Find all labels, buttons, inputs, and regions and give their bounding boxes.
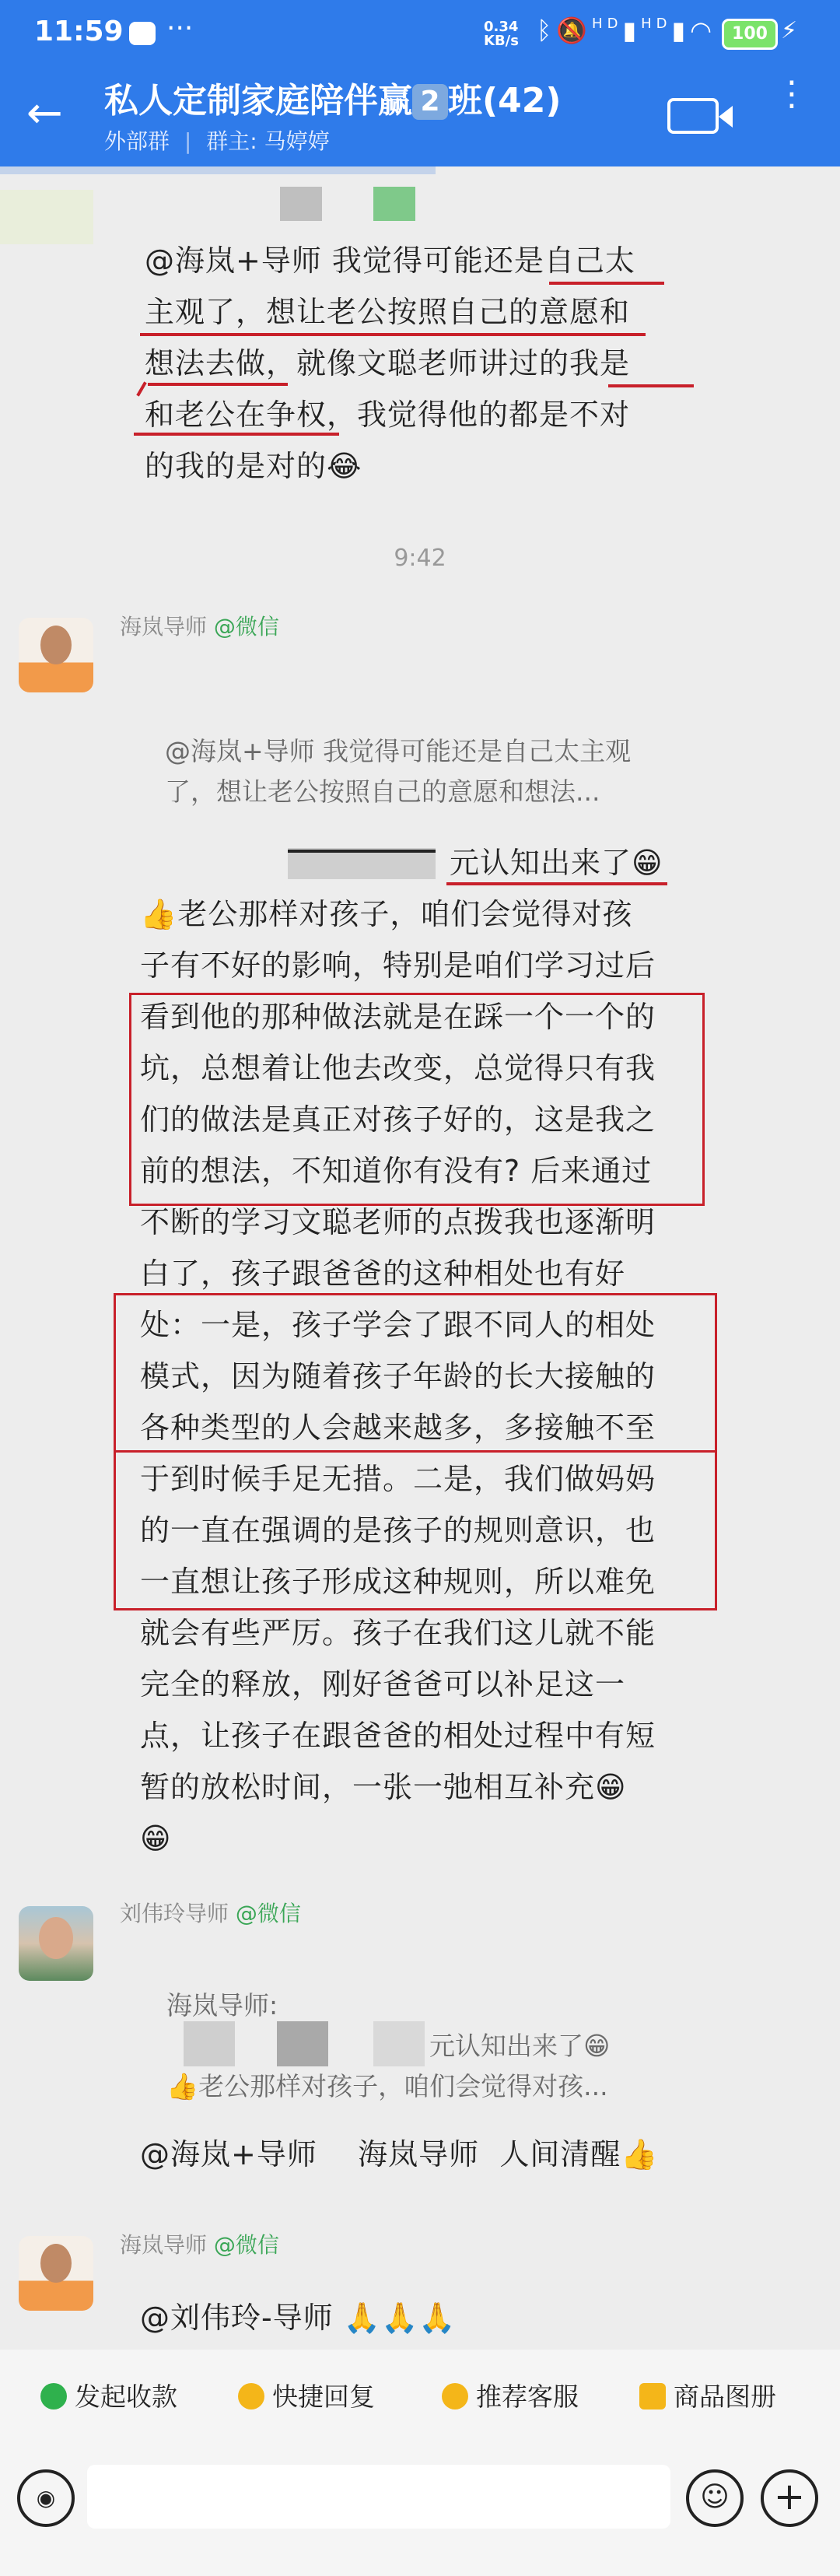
- plus-icon[interactable]: +: [761, 2469, 818, 2527]
- avatar[interactable]: [19, 1906, 93, 1981]
- blurred-bar: [0, 166, 436, 174]
- quick-action-payment[interactable]: 发起收款: [40, 2378, 177, 2417]
- blurred-avatar: [0, 190, 93, 244]
- message-line: 暂的放松时间，一张一弛相互补充😁: [140, 1770, 627, 1804]
- chat-area[interactable]: [0, 166, 840, 2350]
- more-icon[interactable]: ⋮: [775, 74, 809, 114]
- message-line: 的我的是对的😂: [145, 449, 362, 483]
- quick-action-recommend-service[interactable]: 推荐客服: [442, 2378, 579, 2417]
- status-icons: [537, 16, 716, 45]
- sender-name: 海岚导师 @微信: [120, 2232, 279, 2258]
- message-line: 就会有些严厉。孩子在我们这儿就不能: [140, 1616, 656, 1650]
- underline-annotation: [549, 282, 664, 285]
- wechat-notification-icon: [129, 22, 156, 45]
- message-line: 点，让孩子在跟爸爸的相处过程中有短: [140, 1719, 656, 1753]
- message-line: 们的做法是真正对孩子好的，这是我之: [140, 1102, 656, 1137]
- timestamp: 9:42: [394, 545, 446, 572]
- message-line: 子有不好的影响，特别是咱们学习过后: [140, 948, 656, 983]
- blurred-name: [280, 187, 322, 221]
- bluetooth-icon: ᛒ: [537, 16, 557, 45]
- signal-bars-icon-2: ▮: [671, 16, 691, 45]
- blurred-mention: [373, 2021, 425, 2066]
- signal-icon: HD: [592, 16, 623, 32]
- message-line: 坑，总想着让他去改变，总觉得只有我: [140, 1051, 656, 1085]
- blurred-mention: [277, 2021, 328, 2066]
- signal-icon-2: HD: [641, 16, 672, 32]
- payment-icon: [40, 2383, 67, 2410]
- top-bar: [0, 0, 840, 166]
- wifi-icon: ◠: [690, 16, 716, 45]
- voice-icon[interactable]: ◉: [17, 2469, 75, 2527]
- message-line: 前的想法，不知道你有没有? 后来通过: [140, 1154, 653, 1188]
- message-line: 看到他的那种做法就是在踩一个一个的: [140, 1000, 656, 1034]
- message-line: 不断的学习文聪老师的点拨我也逐渐明: [140, 1205, 656, 1239]
- blurred-mention: [184, 2021, 235, 2066]
- message-line: 元认知出来了😁: [450, 846, 663, 880]
- quoted-message[interactable]: @海岚+导师 我觉得可能还是自己太主观 了，想让老公按照自己的意愿和想法...: [165, 736, 632, 807]
- bottom-bar: [0, 2350, 840, 2576]
- message-line: 想法去做，就像文聪老师讲过的我是: [145, 346, 631, 380]
- avatar[interactable]: [19, 2236, 93, 2311]
- mute-icon: 🔕: [556, 16, 593, 45]
- sender-name: 刘伟玲导师 @微信: [120, 1901, 301, 1926]
- message-line: 和老公在争权，我觉得他的都是不对: [145, 398, 631, 432]
- message-line: 白了，孩子跟爸爸的这种相处也有好: [140, 1256, 626, 1291]
- blurred-name-2: [373, 187, 415, 221]
- message-line: 模式，因为随着孩子年龄的长大接触的: [140, 1359, 656, 1393]
- status-bar: [0, 0, 840, 70]
- message-line: 😁: [140, 1821, 172, 1856]
- quick-action-quick-reply[interactable]: 快捷回复: [238, 2378, 375, 2417]
- quoted-message[interactable]: 海岚导师: 元认知出来了😁 👍老公那样对孩子，咱们会觉得对孩...: [166, 1990, 611, 2101]
- highlight-box: [129, 993, 705, 1206]
- chat-subtitle: 外部群 | 群主: 马婷婷: [104, 128, 330, 154]
- message-4[interactable]: @刘伟玲-导师 🙏🙏🙏: [140, 2301, 457, 2335]
- quick-action-product-album[interactable]: 商品图册: [639, 2378, 776, 2417]
- message-line: @海岚+导师 我觉得可能还是自己太: [145, 244, 635, 278]
- chat-title: 私人定制家庭陪伴赢 2 班(42): [104, 81, 562, 121]
- message-line: 于到时候手足无措。二是，我们做妈妈: [140, 1462, 656, 1496]
- network-speed: 0.34 KB/s: [484, 19, 519, 49]
- message-3[interactable]: @海岚+导师 海岚导师 人间清醒👍: [140, 2137, 659, 2171]
- notification-more-icon: ···: [166, 12, 194, 44]
- group-type: 外部群: [104, 128, 170, 154]
- underline-annotation: [140, 333, 646, 336]
- back-arrow-icon[interactable]: ←: [26, 88, 63, 138]
- recommend-service-icon: [442, 2383, 468, 2410]
- message-line: 处：一是，孩子学会了跟不同人的相处: [140, 1308, 656, 1342]
- message-line: 主观了，想让老公按照自己的意愿和: [145, 295, 631, 329]
- message-line: 各种类型的人会越来越多，多接触不至: [140, 1411, 656, 1445]
- battery-icon: 100: [722, 19, 778, 50]
- charging-icon: ⚡: [781, 17, 798, 44]
- status-time: 11:59: [34, 16, 124, 47]
- underline-annotation: [148, 383, 288, 386]
- title-badge: 2: [412, 84, 448, 120]
- underline-annotation: [608, 384, 694, 387]
- underline-annotation: [446, 882, 667, 885]
- underline-annotation: [134, 433, 339, 436]
- emoji-icon[interactable]: ☺: [686, 2469, 744, 2527]
- message-line: 的一直在强调的是孩子的规则意识，也: [140, 1513, 656, 1547]
- product-album-icon: [639, 2383, 666, 2410]
- avatar[interactable]: [19, 618, 93, 692]
- message-input[interactable]: [87, 2465, 670, 2529]
- message-1[interactable]: [145, 235, 782, 492]
- message-line: 👍老公那样对孩子，咱们会觉得对孩: [140, 897, 633, 931]
- group-owner: 群主: 马婷婷: [206, 128, 330, 154]
- message-line: 一直想让孩子形成这种规则，所以难免: [140, 1565, 656, 1599]
- highlight-box: [114, 1450, 717, 1610]
- quick-reply-icon: [238, 2383, 264, 2410]
- message-line: 完全的释放，刚好爸爸可以补足这一: [140, 1667, 626, 1702]
- video-call-icon[interactable]: [667, 98, 719, 134]
- sender-name: 海岚导师 @微信: [120, 614, 279, 640]
- signal-bars-icon: ▮: [622, 16, 642, 45]
